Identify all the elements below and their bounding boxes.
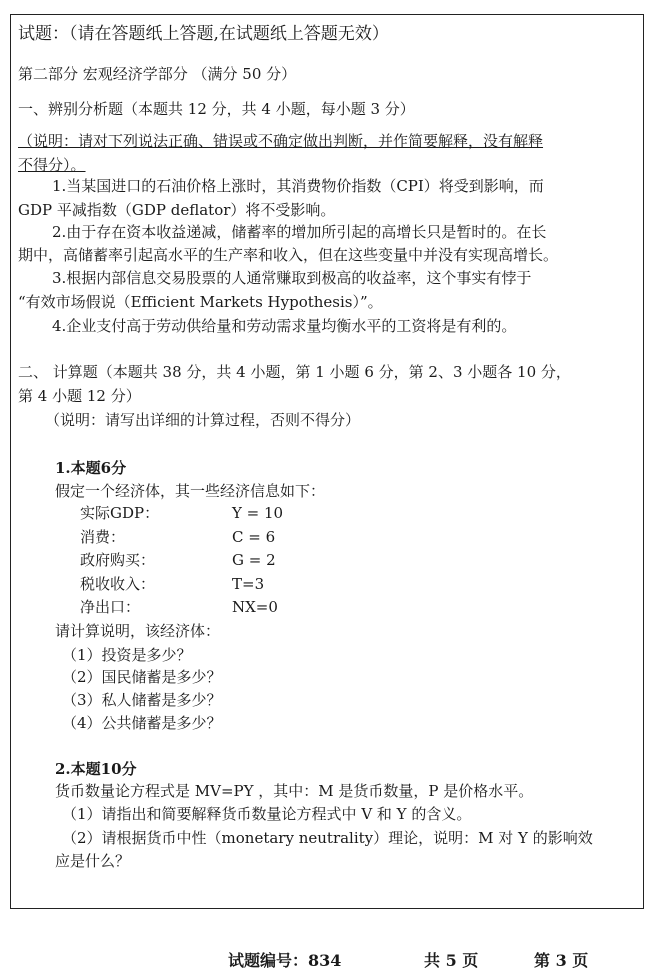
problem1-item-label: 税收收入： <box>80 575 156 593</box>
problem1-item-value: T=3 <box>232 575 265 593</box>
problem1-item-label: 消费： <box>80 528 126 546</box>
total-pages: 共 5 页 <box>424 951 479 970</box>
problem2-line4: 应是什么？ <box>55 852 131 870</box>
question2-line1: 2.由于存在资本收益递减，储蓄率的增加所引起的高增长只是暂时的。在长 <box>52 223 547 241</box>
problem1-item-value: NX=0 <box>232 598 278 616</box>
problem1-subquestion: （4）公共储蓄是多少？ <box>62 714 222 732</box>
part-heading: 第二部分 宏观经济学部分 （满分 50 分） <box>18 65 297 83</box>
question3-line2: “有效市场假说（Efficient Markets Hypothesis）”。 <box>18 293 383 311</box>
problem1-ask: 请计算说明，该经济体： <box>55 622 221 640</box>
problem2-line3: （2）请根据货币中性（monetary neutrality）理论，说明：M 对 Y 的影响效 <box>62 829 593 847</box>
problem1-intro: 假定一个经济体，其一些经济信息如下： <box>55 482 326 500</box>
problem1-title: 1.本题6分 <box>55 459 127 477</box>
question1-line2: GDP 平减指数（GDP deflator）将不受影响。 <box>18 201 336 219</box>
problem1-item-value: G = 2 <box>232 551 276 569</box>
section1-heading: 一、辨别分析题（本题共 12 分，共 4 小题，每小题 3 分） <box>18 100 415 118</box>
problem1-subquestion: （2）国民储蓄是多少？ <box>62 668 222 686</box>
section1-note-line1: （说明：请对下列说法正确、错误或不确定做出判断，并作简要解释，没有解释 <box>18 132 544 150</box>
question4-line1: 4.企业支付高于劳动供给量和劳动需求量均衡水平的工资将是有利的。 <box>52 317 517 335</box>
exam-title: 试题：（请在答题纸上答题,在试题纸上答题无效） <box>18 24 389 44</box>
question3-line1: 3.根据内部信息交易股票的人通常赚取到极高的收益率，这个事实有悖于 <box>52 269 532 287</box>
problem1-item-value: C = 6 <box>232 528 276 546</box>
problem2-title: 2.本题10分 <box>55 760 137 778</box>
section1-note-line2: 不得分）。 <box>18 156 86 174</box>
current-page: 第 3 页 <box>534 951 589 970</box>
problem1-item-value: Y = 10 <box>232 504 284 522</box>
problem2-line2: （1）请指出和简要解释货币数量论方程式中 V 和 Y 的含义。 <box>62 805 472 823</box>
question2-line2: 期中，高储蓄率引起高水平的生产率和收入，但在这些变量中并没有实现高增长。 <box>18 246 559 264</box>
section2-note: （说明：请写出详细的计算过程，否则不得分） <box>45 411 361 429</box>
problem2-line1: 货币数量论方程式是 MV=PY ，其中：M 是货币数量，P 是价格水平。 <box>55 782 534 800</box>
problem1-subquestion: （3）私人储蓄是多少？ <box>62 691 222 709</box>
problem1-item-label: 政府购买： <box>80 551 156 569</box>
question1-line1: 1.当某国进口的石油价格上涨时，其消费物价指数（CPI）将受到影响，而 <box>52 177 544 195</box>
problem1-item-label: 净出口： <box>80 598 141 616</box>
section2-heading-line1: 二、 计算题（本题共 38 分，共 4 小题，第 1 小题 6 分，第 2、3 小题各 10 分， <box>18 363 571 381</box>
section2-heading-line2: 第 4 小题 12 分） <box>18 387 141 405</box>
exam-code: 试题编号：834 <box>228 951 342 970</box>
problem1-subquestion: （1）投资是多少？ <box>62 646 192 664</box>
problem1-item-label: 实际GDP： <box>80 504 160 522</box>
